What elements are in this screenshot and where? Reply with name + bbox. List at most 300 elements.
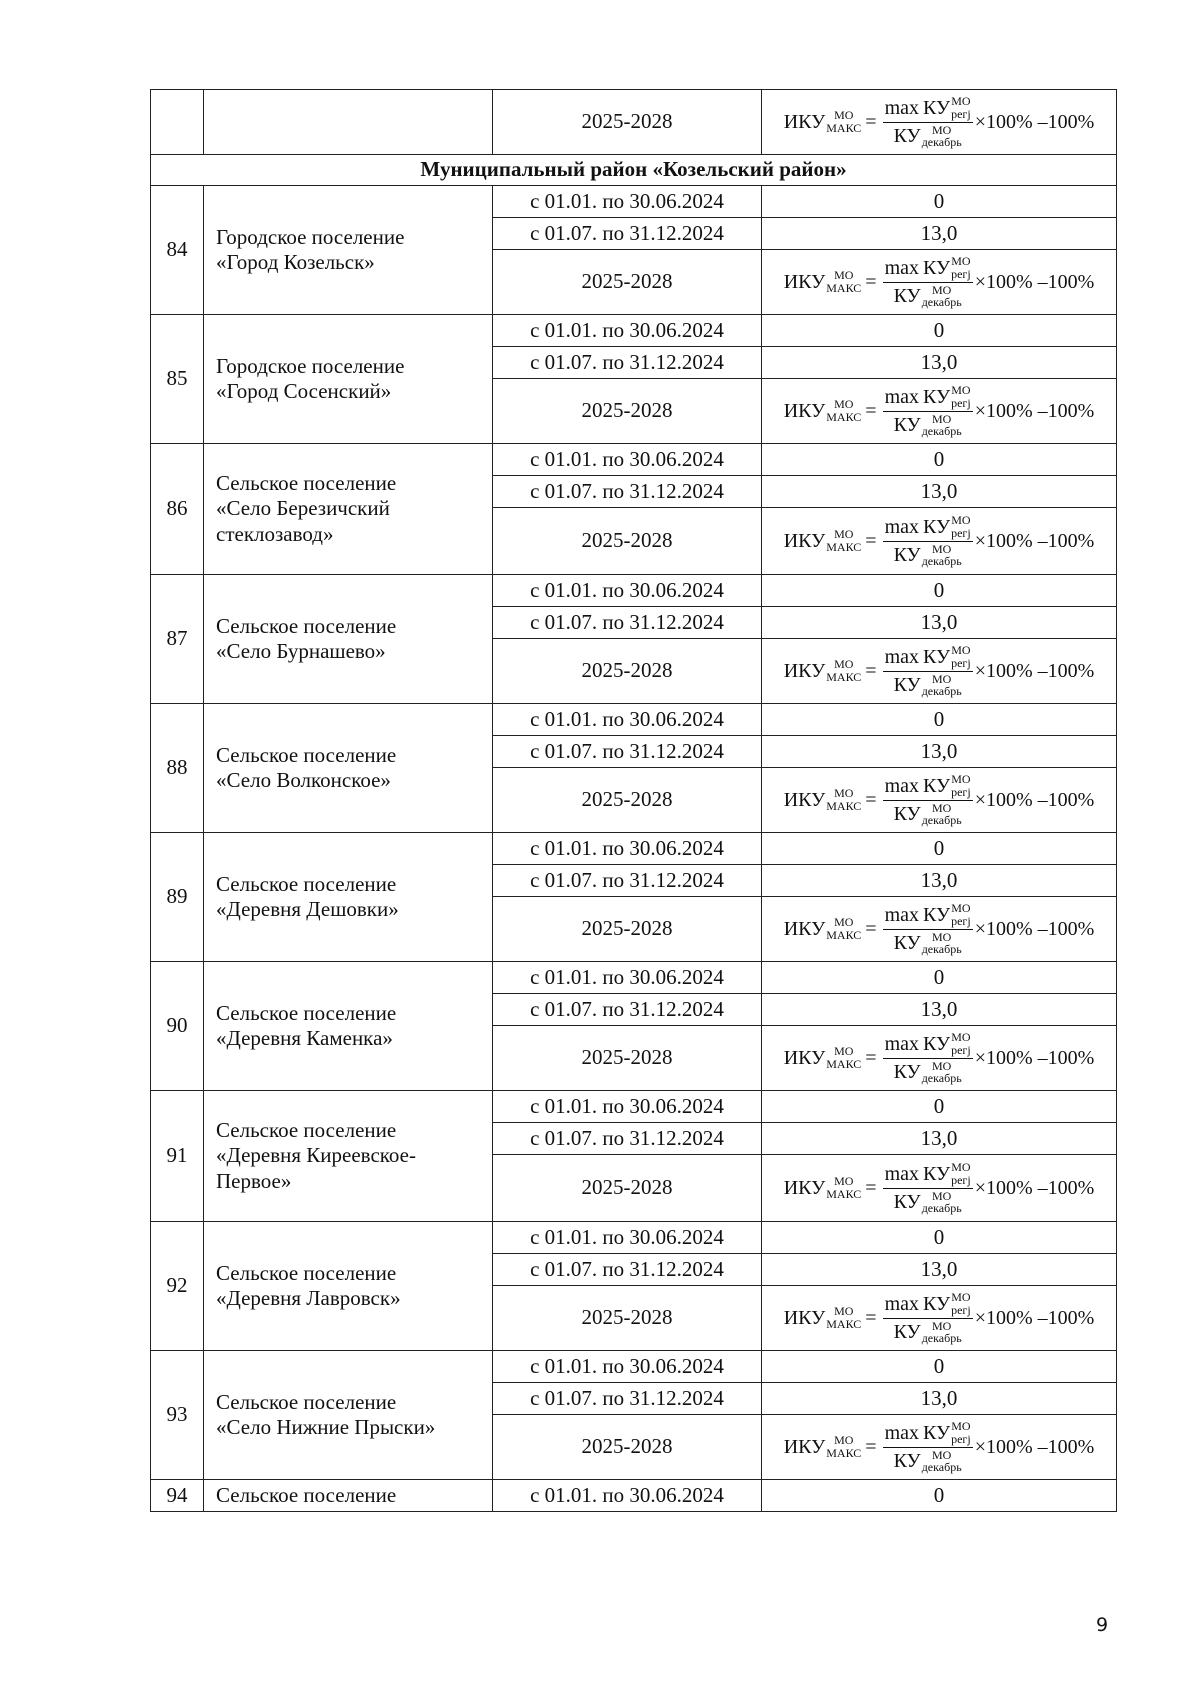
formula-subscript: декабрь [921,1071,962,1086]
formula-indices [826,269,861,294]
formula-indices [922,673,962,698]
formula-expression [784,384,1095,437]
formula-max: max [884,1032,919,1055]
formula-max: max [884,256,919,279]
table-row [151,1480,1117,1512]
formula-subscript: МАКС [826,670,862,684]
formula-cell [762,508,1117,575]
period-cell: 2025-2028 [493,1415,762,1480]
formula-denominator [894,1448,962,1474]
formula-subscript: МАКС [826,1187,862,1201]
formula-expression [784,773,1095,826]
formula-superscript: МО [834,268,854,283]
formula-lhs: ИКУ [783,1177,826,1199]
formula-subscript: МАКС [826,540,862,554]
formula-numerator [883,1420,973,1447]
formula-subscript: МАКС [826,1317,862,1331]
formula-cell [762,1026,1117,1091]
formula-indices [951,1161,971,1186]
period-cell: с 01.01. по 30.06.2024 [493,1480,762,1512]
formula-subscript: регj [951,1042,971,1057]
empty-cell [204,90,493,155]
formula-numerator [883,644,973,671]
table-row [151,1222,1117,1254]
formula-indices [922,931,962,956]
period-cell: с 01.01. по 30.06.2024 [493,186,762,218]
formula-indices [922,1060,962,1085]
formula-cell [762,639,1117,704]
period-cell: 2025-2028 [493,90,762,155]
formula-max: max [884,515,919,538]
value-cell: 13,0 [762,218,1117,250]
period-cell: 2025-2028 [493,379,762,444]
formula-indices [951,1291,971,1316]
value-cell: 0 [762,444,1117,476]
settlement-name-line: «Село Березичский [216,496,390,521]
formula-indices [922,1320,962,1345]
formula-subscript: декабрь [921,684,962,699]
row-number: 90 [151,962,204,1091]
period-cell: с 01.01. по 30.06.2024 [493,1091,762,1123]
settlement-name [204,833,493,962]
row-number: 88 [151,704,204,833]
formula-subscript: регj [951,655,971,670]
formula-denominator [894,542,962,568]
formula-equals: = [865,530,877,552]
formula-denominator [894,1059,962,1085]
period-cell: 2025-2028 [493,897,762,962]
settlement-name [204,962,493,1091]
formula-superscript: МО [932,800,952,815]
formula-denominator-main: КУ [893,1191,921,1214]
formula-fraction [883,902,973,955]
formula-superscript: МО [932,929,952,944]
formula-indices [826,658,861,683]
formula-superscript: МО [932,1058,952,1073]
period-cell: с 01.07. по 31.12.2024 [493,607,762,639]
formula-denominator [894,1189,962,1215]
formula-numerator [883,902,973,929]
row-number: 86 [151,444,204,575]
period-cell: с 01.07. по 31.12.2024 [493,1383,762,1415]
formula-lhs: ИКУ [783,1047,826,1069]
formula-denominator-main: КУ [893,1321,921,1344]
settlement-name-line: «Деревня Дешовки» [216,897,399,921]
table-row [151,1091,1117,1123]
formula-equals: = [865,400,877,422]
formula-superscript: МО [932,671,952,686]
formula-indices [951,384,971,409]
settlement-name-line: Сельское поселение [216,871,397,896]
formula-max: max [884,903,919,926]
value-cell: 13,0 [762,607,1117,639]
value-cell: 13,0 [762,1383,1117,1415]
formula-subscript: регj [951,913,971,928]
formula-cell [762,90,1117,155]
period-cell: 2025-2028 [493,1286,762,1351]
settlement-name-line: Сельское поселение [216,1000,397,1025]
value-cell: 0 [762,575,1117,607]
settlement-name-line: Сельское поселение [216,471,397,496]
formula-subscript: регj [951,106,971,121]
table-row [151,962,1117,994]
period-cell: с 01.01. по 30.06.2024 [493,833,762,865]
formula-tail: ×100% –100% [974,111,1095,133]
formula-subscript: декабрь [921,1331,962,1346]
formula-indices [826,109,861,134]
settlement-name-line: Городское поселение [216,224,405,249]
value-cell: 13,0 [762,476,1117,508]
formula-superscript: МО [834,108,854,123]
row-number: 84 [151,186,204,315]
formula-indices [922,284,962,309]
period-cell: с 01.01. по 30.06.2024 [493,315,762,347]
value-cell: 13,0 [762,1254,1117,1286]
period-cell: 2025-2028 [493,1155,762,1222]
formula-expression [784,1161,1095,1214]
settlement-name [204,1351,493,1480]
period-cell: с 01.01. по 30.06.2024 [493,1222,762,1254]
formula-equals: = [865,660,877,682]
formula-indices [951,1031,971,1056]
formula-lhs: ИКУ [783,660,826,682]
formula-indices [951,95,971,120]
formula-indices [951,1420,971,1445]
formula-fraction [883,1420,973,1473]
formula-indices [951,255,971,280]
period-cell: с 01.01. по 30.06.2024 [493,444,762,476]
table-row [151,90,1117,155]
value-cell: 0 [762,1222,1117,1254]
formula-lhs: ИКУ [783,111,826,133]
formula-expression [784,255,1095,308]
formula-equals: = [865,1307,877,1329]
formula-superscript: МО [834,1044,854,1059]
formula-subscript: декабрь [921,1460,962,1475]
district-row [151,155,1117,186]
formula-superscript: МО [932,411,952,426]
formula-superscript: МО [834,1304,854,1319]
formula-numerator-main: КУ [923,1292,951,1315]
formula-expression [784,644,1095,697]
formula-denominator-main: КУ [893,1061,921,1084]
formula-equals: = [865,1436,877,1458]
formula-superscript: МО [932,1447,952,1462]
formula-subscript: регj [951,266,971,281]
table-row [151,704,1117,736]
formula-equals: = [865,1047,877,1069]
formula-numerator-main: КУ [923,96,951,119]
row-number: 93 [151,1351,204,1480]
row-number: 85 [151,315,204,444]
formula-denominator [894,801,962,827]
formula-lhs: ИКУ [783,1307,826,1329]
formula-fraction [883,773,973,826]
settlement-name-line: «Деревня Лавровск» [216,1286,401,1310]
settlement-name-line: Сельское поселение [216,1389,397,1414]
formula-equals: = [865,271,877,293]
period-cell: с 01.07. по 31.12.2024 [493,1254,762,1286]
formula-tail: ×100% –100% [974,1177,1095,1199]
row-number: 92 [151,1222,204,1351]
formula-fraction [883,514,973,567]
formula-equals: = [865,789,877,811]
settlement-name [204,186,493,315]
period-cell: с 01.07. по 31.12.2024 [493,476,762,508]
formula-subscript: декабрь [921,424,962,439]
value-cell: 13,0 [762,865,1117,897]
formula-numerator [883,1291,973,1318]
settlement-name [204,1222,493,1351]
formula-numerator-main: КУ [923,515,951,538]
formula-numerator-main: КУ [923,1421,951,1444]
formula-subscript: МАКС [826,121,862,135]
formula-subscript: регj [951,1431,971,1446]
formula-superscript: МО [834,786,854,801]
formula-subscript: МАКС [826,281,862,295]
formula-indices [922,543,962,568]
table-row [151,186,1117,218]
formula-denominator [894,672,962,698]
formula-superscript: МО [834,527,854,542]
formula-denominator [894,930,962,956]
formula-superscript: МО [951,513,971,528]
settlement-name-line: Сельское поселение [216,1482,397,1507]
formula-expression [784,1031,1095,1084]
formula-indices [951,514,971,539]
period-cell: 2025-2028 [493,508,762,575]
formula-expression [784,1420,1095,1473]
formula-cell [762,768,1117,833]
formula-lhs: ИКУ [783,271,826,293]
formula-denominator-main: КУ [893,285,921,308]
formula-indices [951,644,971,669]
formula-numerator-main: КУ [923,385,951,408]
formula-subscript: МАКС [826,1057,862,1071]
formula-indices [922,124,962,149]
formula-lhs: ИКУ [783,530,826,552]
table-row [151,833,1117,865]
formula-denominator-main: КУ [893,544,921,567]
table-row [151,444,1117,476]
table-row [151,1351,1117,1383]
formula-tail: ×100% –100% [974,400,1095,422]
formula-expression [784,902,1095,955]
formula-equals: = [865,1177,877,1199]
formula-tail: ×100% –100% [974,660,1095,682]
settlement-name-line: «Село Волконское» [216,768,391,792]
value-cell: 0 [762,1091,1117,1123]
formula-max: max [884,1292,919,1315]
formula-numerator-main: КУ [923,1162,951,1185]
value-cell: 0 [762,1480,1117,1512]
formula-numerator [883,255,973,282]
formula-superscript: МО [834,397,854,412]
period-cell: 2025-2028 [493,1026,762,1091]
formula-tail: ×100% –100% [974,789,1095,811]
formula-indices [922,1190,962,1215]
row-number: 89 [151,833,204,962]
formula-superscript: МО [834,1174,854,1189]
settlement-name-line: «Село Нижние Прыски» [216,1415,436,1439]
settlement-name-line: Сельское поселение [216,1118,397,1143]
row-number: 87 [151,575,204,704]
settlement-name [204,444,493,575]
formula-indices [826,1175,861,1200]
period-cell: с 01.07. по 31.12.2024 [493,218,762,250]
settlement-name-line: «Село Бурнашево» [216,639,386,663]
formula-subscript: декабрь [921,942,962,957]
value-cell: 13,0 [762,994,1117,1026]
formula-indices [922,802,962,827]
settlement-name [204,1480,493,1512]
formula-lhs: ИКУ [783,918,826,940]
period-cell: с 01.07. по 31.12.2024 [493,1123,762,1155]
settlement-name [204,1091,493,1222]
formula-superscript: МО [951,1419,971,1434]
formula-cell [762,250,1117,315]
row-number: 94 [151,1480,204,1512]
period-cell: с 01.07. по 31.12.2024 [493,994,762,1026]
formula-superscript: МО [951,383,971,398]
formula-numerator [883,384,973,411]
value-cell: 0 [762,1351,1117,1383]
formula-indices [826,787,861,812]
formula-superscript: МО [951,772,971,787]
formula-equals: = [865,111,877,133]
period-cell: 2025-2028 [493,250,762,315]
formula-denominator-main: КУ [893,674,921,697]
formula-subscript: МАКС [826,799,862,813]
formula-fraction [883,1291,973,1344]
formula-subscript: декабрь [921,1201,962,1216]
value-cell: 13,0 [762,736,1117,768]
table-row [151,315,1117,347]
formula-cell [762,1415,1117,1480]
district-heading: Муниципальный район «Козельский район» [151,155,1117,186]
formula-superscript: МО [951,1030,971,1045]
formula-subscript: регj [951,784,971,799]
formula-tail: ×100% –100% [974,918,1095,940]
formula-cell [762,1286,1117,1351]
formula-max: max [884,645,919,668]
formula-denominator [894,283,962,309]
formula-superscript: МО [834,657,854,672]
formula-tail: ×100% –100% [974,271,1095,293]
formula-subscript: МАКС [826,1446,862,1460]
formula-denominator [894,412,962,438]
formula-superscript: МО [932,1188,952,1203]
period-cell: с 01.01. по 30.06.2024 [493,1351,762,1383]
settlement-name-line: Сельское поселение [216,742,397,767]
formula-superscript: МО [951,901,971,916]
formula-superscript: МО [932,282,952,297]
settlement-name-line: Первое» [216,1168,292,1193]
formula-cell [762,1155,1117,1222]
formula-max: max [884,1162,919,1185]
row-number: 91 [151,1091,204,1222]
formula-subscript: декабрь [921,295,962,310]
settlement-name [204,315,493,444]
formula-superscript: МО [951,254,971,269]
formula-superscript: МО [951,1160,971,1175]
settlement-name [204,575,493,704]
formula-denominator-main: КУ [893,803,921,826]
formula-tail: ×100% –100% [974,530,1095,552]
formula-tail: ×100% –100% [974,1436,1095,1458]
formula-indices [826,1434,861,1459]
formula-max: max [884,774,919,797]
formula-denominator-main: КУ [893,1450,921,1473]
formula-numerator [883,514,973,541]
formula-lhs: ИКУ [783,789,826,811]
formula-fraction [883,255,973,308]
formula-max: max [884,385,919,408]
formula-superscript: МО [951,643,971,658]
empty-cell [151,90,204,155]
formula-superscript: МО [932,1318,952,1333]
page-number: 9 [1096,1614,1109,1636]
value-cell: 13,0 [762,347,1117,379]
formula-denominator [894,1319,962,1345]
formula-subscript: декабрь [921,135,962,150]
formula-max: max [884,1421,919,1444]
formula-cell [762,379,1117,444]
formula-superscript: МО [932,122,952,137]
formula-denominator-main: КУ [893,414,921,437]
period-cell: с 01.07. по 31.12.2024 [493,347,762,379]
settlement-name-line: Сельское поселение [216,1260,397,1285]
formula-max: max [884,96,919,119]
formula-numerator-main: КУ [923,256,951,279]
formula-tail: ×100% –100% [974,1307,1095,1329]
formula-denominator-main: КУ [893,125,921,148]
formula-superscript: МО [834,915,854,930]
formula-indices [951,902,971,927]
period-cell: с 01.01. по 30.06.2024 [493,575,762,607]
formula-subscript: регj [951,1172,971,1187]
formula-indices [826,528,861,553]
formula-expression [784,514,1095,567]
formula-indices [951,773,971,798]
settlements-table [150,89,1117,1512]
formula-indices [826,1045,861,1070]
formula-superscript: МО [932,541,952,556]
formula-fraction [883,384,973,437]
period-cell: 2025-2028 [493,639,762,704]
value-cell: 0 [762,833,1117,865]
formula-subscript: МАКС [826,410,862,424]
formula-tail: ×100% –100% [974,1047,1095,1069]
formula-indices [922,1449,962,1474]
formula-subscript: регj [951,525,971,540]
formula-indices [826,1305,861,1330]
formula-indices [826,398,861,423]
formula-indices [826,916,861,941]
formula-expression [784,1291,1095,1344]
settlement-name-line: «Город Сосенский» [216,379,392,403]
formula-fraction [883,1031,973,1084]
formula-expression [784,95,1095,148]
period-cell: с 01.07. по 31.12.2024 [493,865,762,897]
value-cell: 0 [762,186,1117,218]
formula-subscript: МАКС [826,928,862,942]
period-cell: с 01.07. по 31.12.2024 [493,736,762,768]
formula-numerator-main: КУ [923,774,951,797]
formula-fraction [883,644,973,697]
value-cell: 0 [762,962,1117,994]
formula-denominator [894,123,962,149]
